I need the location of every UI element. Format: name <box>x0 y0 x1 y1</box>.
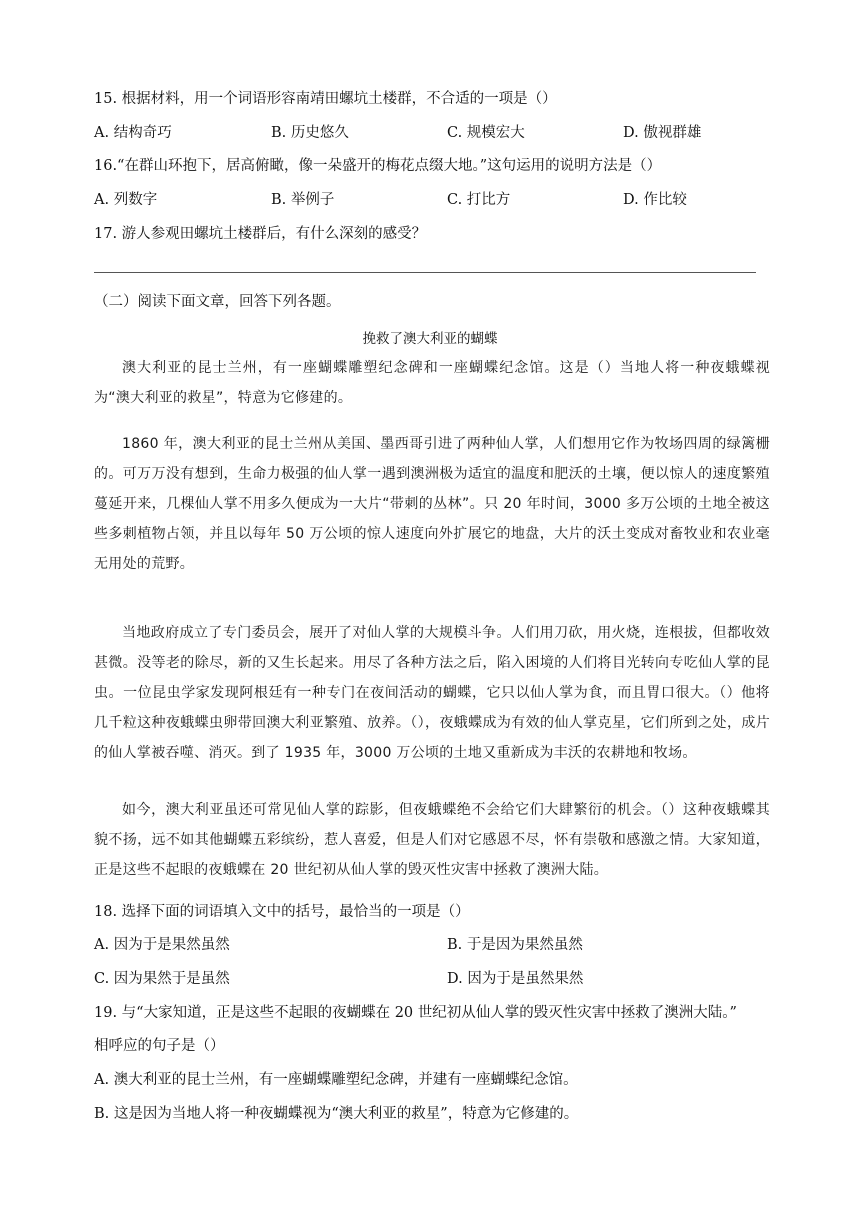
q19-option-b: B. 这是因为当地人将一种夜蝴蝶视为“澳大利亚的救星”，特意为它修建的。 <box>94 1106 579 1122</box>
q18-option-b: B. 于是因为果然虽然 <box>447 937 583 953</box>
q15-option-b: B. 历史悠久 <box>271 125 349 141</box>
q17-answer-line[interactable] <box>94 272 756 273</box>
q15-option-c: C. 规模宏大 <box>447 125 525 141</box>
article-paragraph-3: 当地政府成立了专门委员会，展开了对仙人掌的大规模斗争。人们用刀砍，用火烧，连根拔，但都收效甚微。没等老的除尽，新的又生长起来。用尽了各种方法之后，陷入困境的人们将目光转向专吃仙人掌的昆虫。一位昆虫学家发现阿根廷有一种专门在夜间活动的蝴蝶，它只以仙人掌为食，而且胃口很大。（）他将几千粒这种夜蛾蝶虫卵带回澳大利亚繁殖、放养。（），夜蛾蝶成为有效的仙人掌克星，它们所到之处，成片的仙人掌被吞噬、消灭。到了 1935 年，3000 万公顷的土地又重新成为丰沃的农耕地和牧场。 <box>94 625 770 761</box>
q17-stem: 17. 游人参观田螺坑土楼群后，有什么深刻的感受？ <box>94 226 427 242</box>
q16-stem: 16.“在群山环抱下，居高俯瞰，像一朵盛开的梅花点缀大地。”这句运用的说明方法是（） <box>94 158 662 174</box>
q19-stem-line-1: 19. 与“大家知道，正是这些不起眼的夜蝴蝶在 20 世纪初从仙人掌的毁灭性灾害中拯救了澳洲大陆。” <box>94 1005 737 1021</box>
q19-stem-line-2: 相呼应的句子是（） <box>94 1038 225 1054</box>
q18-option-a: A. 因为于是果然虽然 <box>94 937 230 953</box>
q16-option-a: A. 列数字 <box>94 192 158 208</box>
section-heading: （二）阅读下面文章，回答下列各题。 <box>94 294 341 310</box>
article-paragraph-1: 澳大利亚的昆士兰州，有一座蝴蝶雕塑纪念碑和一座蝴蝶纪念馆。这是（）当地人将一种夜蛾蝶视为“澳大利亚的救星”，特意为它修建的。 <box>94 360 770 406</box>
q18-stem: 18. 选择下面的词语填入文中的括号，最恰当的一项是（） <box>94 904 470 920</box>
q16-option-b: B. 举例子 <box>271 192 335 208</box>
q15-option-d: D. 傲视群雄 <box>623 125 702 141</box>
article-paragraph-4: 如今，澳大利亚虽还可常见仙人掌的踪影，但夜蛾蝶绝不会给它们大肆繁衍的机会。（）这种夜蛾蝶其貌不扬，远不如其他蝴蝶五彩缤纷，惹人喜爱，但是人们对它感恩不尽，怀有崇敬和感激之情。大家知道，正是这些不起眼的夜蛾蝶在 20 世纪初从仙人掌的毁灭性灾害中拯救了澳洲大陆。 <box>94 802 770 878</box>
q16-option-d: D. 作比较 <box>623 192 687 208</box>
q15-stem: 15. 根据材料，用一个词语形容南靖田螺坑土楼群，不合适的一项是（） <box>94 91 557 107</box>
q19-option-a: A. 澳大利亚的昆士兰州，有一座蝴蝶雕塑纪念碑，并建有一座蝴蝶纪念馆。 <box>94 1072 578 1088</box>
q16-option-c: C. 打比方 <box>447 192 511 208</box>
article-title: 挽救了澳大利亚的蝴蝶 <box>362 331 498 347</box>
article-paragraph-2: 1860 年，澳大利亚的昆士兰州从美国、墨西哥引进了两种仙人掌，人们想用它作为牧场四周的绿篱栅的。可万万没有想到，生命力极强的仙人掌一遇到澳洲极为适宜的温度和肥沃的土壤，便以惊人的速度繁殖蔓延开来，几棵仙人掌不用多久便成为一大片“带刺的丛林”。只 20 年时间，3000 多万公顷的土地全被这些多刺植物占领，并且以每年 50 万公顷的惊人速度向外扩展它的地盘，大片的沃土变成对畜牧业和农业毫无用处的荒野。 <box>94 436 770 572</box>
q18-option-c: C. 因为果然于是虽然 <box>94 971 230 987</box>
q18-option-d: D. 因为于是虽然果然 <box>447 971 584 987</box>
q15-option-a: A. 结构奇巧 <box>94 125 172 141</box>
